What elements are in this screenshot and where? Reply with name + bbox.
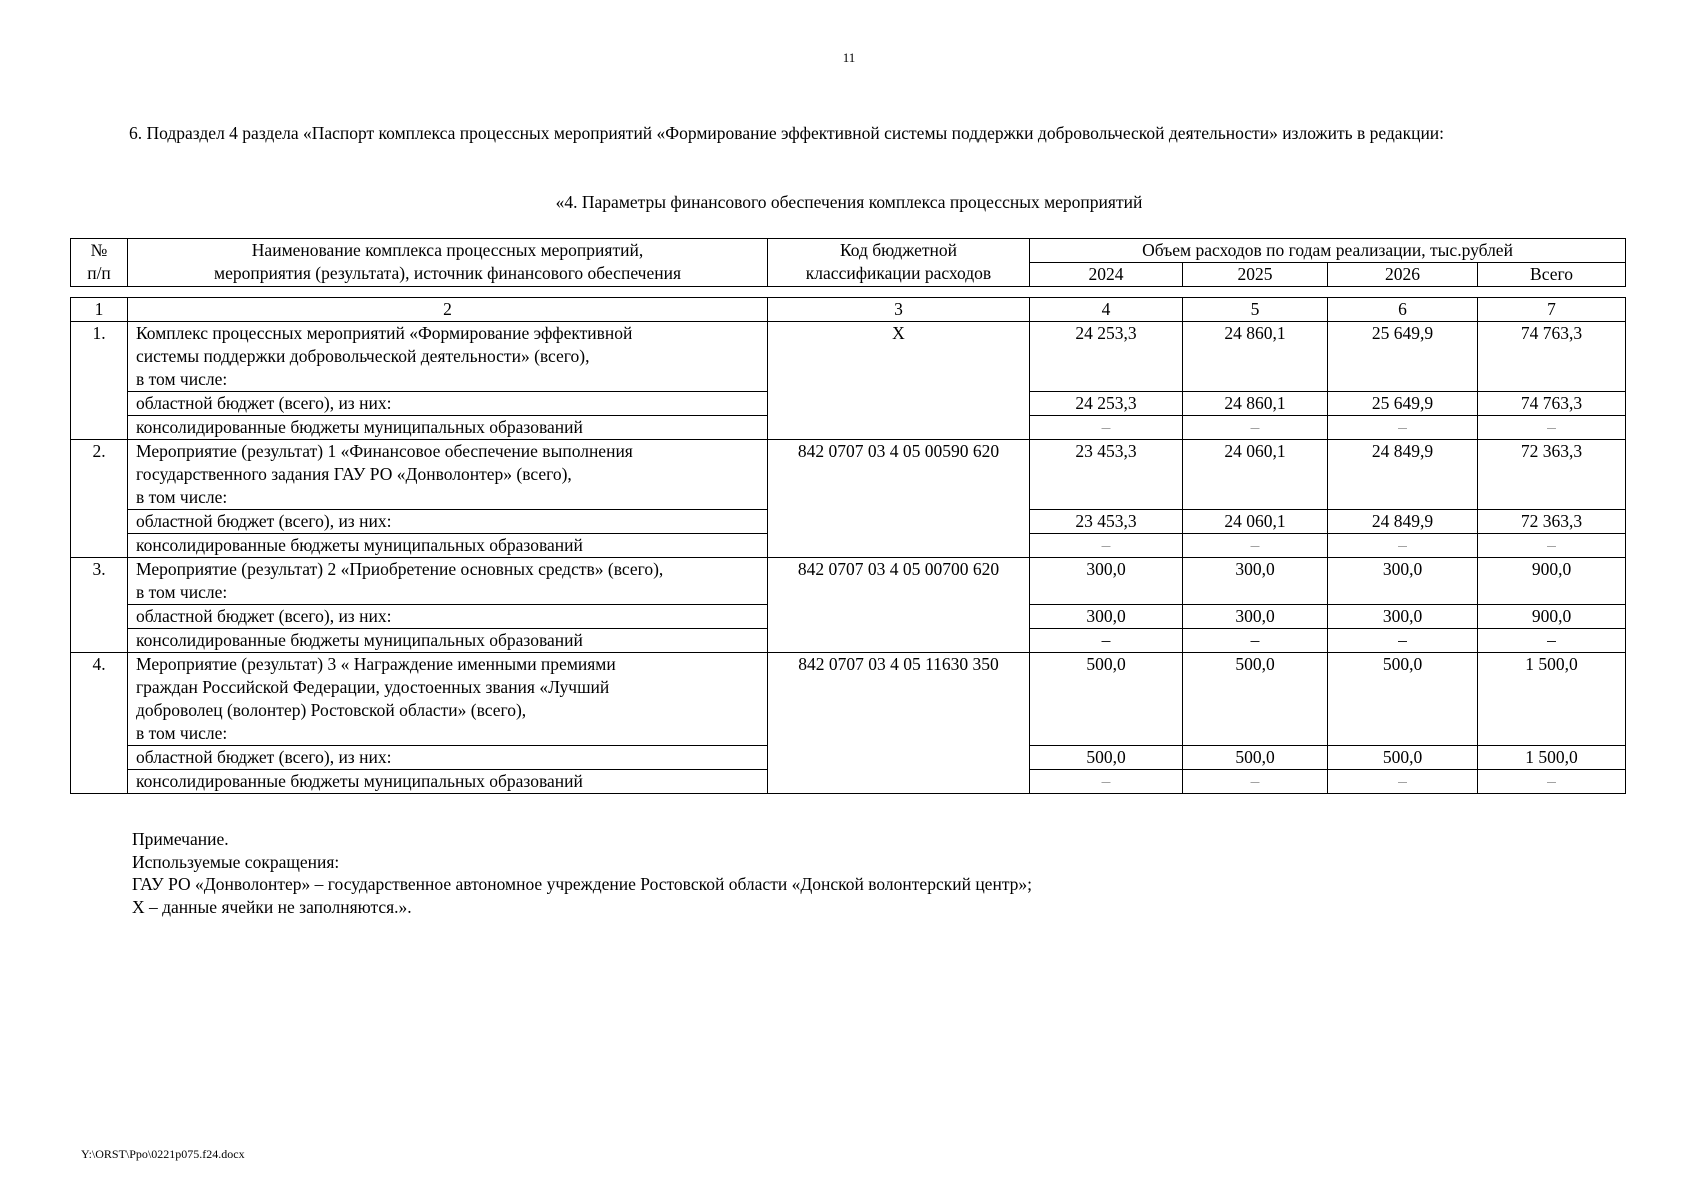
row-number: 4.	[71, 653, 128, 794]
value-cell: 500,0	[1030, 653, 1183, 746]
note-line: Используемые сокращения:	[132, 851, 340, 872]
value-cell: 1 500,0	[1478, 653, 1626, 746]
value-cell: 24 849,9	[1328, 440, 1478, 510]
row-name	[128, 558, 768, 605]
value-cell: 500,0	[1183, 653, 1328, 746]
column-number-5: 5	[1183, 298, 1328, 322]
column-number-1: 1	[71, 298, 128, 322]
value-cell: 300,0	[1183, 605, 1328, 629]
value-cell: –	[1478, 534, 1626, 558]
row-name-line: в том числе:	[136, 723, 228, 743]
value-cell: –	[1478, 770, 1626, 794]
row-name-line: доброволец (волонтер) Ростовской области» (всего),	[136, 700, 527, 720]
regional-budget-label: областной бюджет (всего), из них:	[128, 746, 768, 770]
budget-code: 842 0707 03 4 05 00590 620	[768, 440, 1030, 558]
row-name	[128, 653, 768, 746]
budget-code: 842 0707 03 4 05 11630 350	[768, 653, 1030, 794]
notes	[132, 828, 1032, 918]
file-path-footer: Y:\ORST\Ppo\0221p075.f24.docx	[81, 1147, 245, 1161]
municipal-budget-label: консолидированные бюджеты муниципальных образований	[128, 770, 768, 794]
row-name-line: Комплекс процессных мероприятий «Формирование эффективной	[136, 323, 633, 343]
column-number-4: 4	[1030, 298, 1183, 322]
value-cell: –	[1030, 416, 1183, 440]
municipal-budget-label: консолидированные бюджеты муниципальных образований	[128, 416, 768, 440]
value-cell: –	[1030, 770, 1183, 794]
row-name-line: Мероприятие (результат) 2 «Приобретение основных средств» (всего),	[136, 559, 664, 579]
regional-budget-label: областной бюджет (всего), из них:	[128, 510, 768, 534]
value-cell: –	[1478, 629, 1626, 653]
header-num-line2: п/п	[87, 263, 111, 283]
header-year-2026: 2026	[1328, 263, 1478, 287]
row-number: 2.	[71, 440, 128, 558]
value-cell: 500,0	[1030, 746, 1183, 770]
header-name-line1: Наименование комплекса процессных мероприятий,	[251, 240, 644, 260]
value-cell: 1 500,0	[1478, 746, 1626, 770]
header-total: Всего	[1478, 263, 1626, 287]
value-cell: 900,0	[1478, 605, 1626, 629]
regional-budget-label: областной бюджет (всего), из них:	[128, 392, 768, 416]
regional-budget-label: областной бюджет (всего), из них:	[128, 605, 768, 629]
header-code-line1: Код бюджетной	[839, 240, 958, 260]
column-number-2: 2	[128, 298, 768, 322]
value-cell: 72 363,3	[1478, 510, 1626, 534]
table-row	[71, 558, 1626, 605]
table-title: «4. Параметры финансового обеспечения комплекса процессных мероприятий	[555, 192, 1143, 212]
municipal-budget-label: консолидированные бюджеты муниципальных образований	[128, 629, 768, 653]
header-year-2024: 2024	[1030, 263, 1183, 287]
value-cell: –	[1183, 416, 1328, 440]
page-number: 11	[842, 50, 856, 65]
header-name	[128, 239, 768, 287]
value-cell: 900,0	[1478, 558, 1626, 605]
row-name-line: государственного задания ГАУ РО «Донволонтер» (всего),	[136, 464, 572, 484]
value-cell: 23 453,3	[1030, 510, 1183, 534]
value-cell: 24 860,1	[1183, 392, 1328, 416]
column-number-6: 6	[1328, 298, 1478, 322]
row-name-line: Мероприятие (результат) 3 « Награждение именными премиями	[136, 654, 616, 674]
value-cell: 23 453,3	[1030, 440, 1183, 510]
header-volume: Объем расходов по годам реализации, тыс.рублей	[1030, 239, 1626, 263]
row-name-line: системы поддержки добровольческой деятельности» (всего),	[136, 346, 590, 366]
value-cell: 300,0	[1328, 558, 1478, 605]
header-num-line1: №	[90, 240, 108, 260]
value-cell: –	[1478, 416, 1626, 440]
value-cell: 25 649,9	[1328, 392, 1478, 416]
municipal-budget-label: консолидированные бюджеты муниципальных образований	[128, 534, 768, 558]
value-cell: 500,0	[1328, 746, 1478, 770]
value-cell: 300,0	[1030, 558, 1183, 605]
value-cell: 24 253,3	[1030, 392, 1183, 416]
value-cell: 74 763,3	[1478, 392, 1626, 416]
budget-code: 842 0707 03 4 05 00700 620	[768, 558, 1030, 653]
row-name-line: в том числе:	[136, 487, 228, 507]
header-year-2025: 2025	[1183, 263, 1328, 287]
value-cell: 500,0	[1328, 653, 1478, 746]
header-code-line2: классификации расходов	[805, 263, 992, 283]
row-number: 3.	[71, 558, 128, 653]
value-cell: –	[1328, 770, 1478, 794]
row-name-line: граждан Российской Федерации, удостоенных звания «Лучший	[136, 677, 610, 697]
value-cell: 24 849,9	[1328, 510, 1478, 534]
value-cell: –	[1328, 416, 1478, 440]
budget-code: X	[768, 322, 1030, 440]
value-cell: 25 649,9	[1328, 322, 1478, 392]
value-cell: –	[1183, 534, 1328, 558]
value-cell: 24 060,1	[1183, 440, 1328, 510]
table-header	[70, 238, 1626, 287]
table-row	[71, 653, 1626, 746]
value-cell: –	[1030, 534, 1183, 558]
value-cell: 72 363,3	[1478, 440, 1626, 510]
row-name-line: в том числе:	[136, 582, 228, 602]
value-cell: 300,0	[1030, 605, 1183, 629]
value-cell: 300,0	[1328, 605, 1478, 629]
value-cell: 24 860,1	[1183, 322, 1328, 392]
column-number-3: 3	[768, 298, 1030, 322]
table-row	[71, 322, 1626, 392]
row-name	[128, 322, 768, 392]
value-cell: 300,0	[1183, 558, 1328, 605]
header-name-line2: мероприятия (результата), источник финансового обеспечения	[214, 263, 681, 283]
note-line: Примечание.	[132, 829, 229, 849]
value-cell: 500,0	[1183, 746, 1328, 770]
value-cell: –	[1183, 629, 1328, 653]
value-cell: –	[1183, 770, 1328, 794]
row-name-line: Мероприятие (результат) 1 «Финансовое обеспечение выполнения	[136, 441, 633, 461]
table-row	[71, 440, 1626, 510]
column-number-7: 7	[1478, 298, 1626, 322]
value-cell: –	[1328, 534, 1478, 558]
header-num	[71, 239, 128, 287]
note-line: ГАУ РО «Донволонтер» – государственное автономное учреждение Ростовской области «Донской волонтерский центр»;	[132, 874, 1033, 894]
row-number: 1.	[71, 322, 128, 440]
header-code	[768, 239, 1030, 287]
note-line: X – данные ячейки не заполняются.».	[132, 896, 412, 917]
value-cell: 74 763,3	[1478, 322, 1626, 392]
value-cell: 24 060,1	[1183, 510, 1328, 534]
finance-table	[70, 297, 1626, 794]
value-cell: 24 253,3	[1030, 322, 1183, 392]
row-name	[128, 440, 768, 510]
row-name-line: в том числе:	[136, 369, 228, 389]
value-cell: –	[1030, 629, 1183, 653]
value-cell: –	[1328, 629, 1478, 653]
intro-paragraph: 6. Подраздел 4 раздела «Паспорт комплекса процессных мероприятий «Формирование эффективной системы поддержки добровольческой деятельности» изложить в редакции:	[129, 123, 1445, 143]
